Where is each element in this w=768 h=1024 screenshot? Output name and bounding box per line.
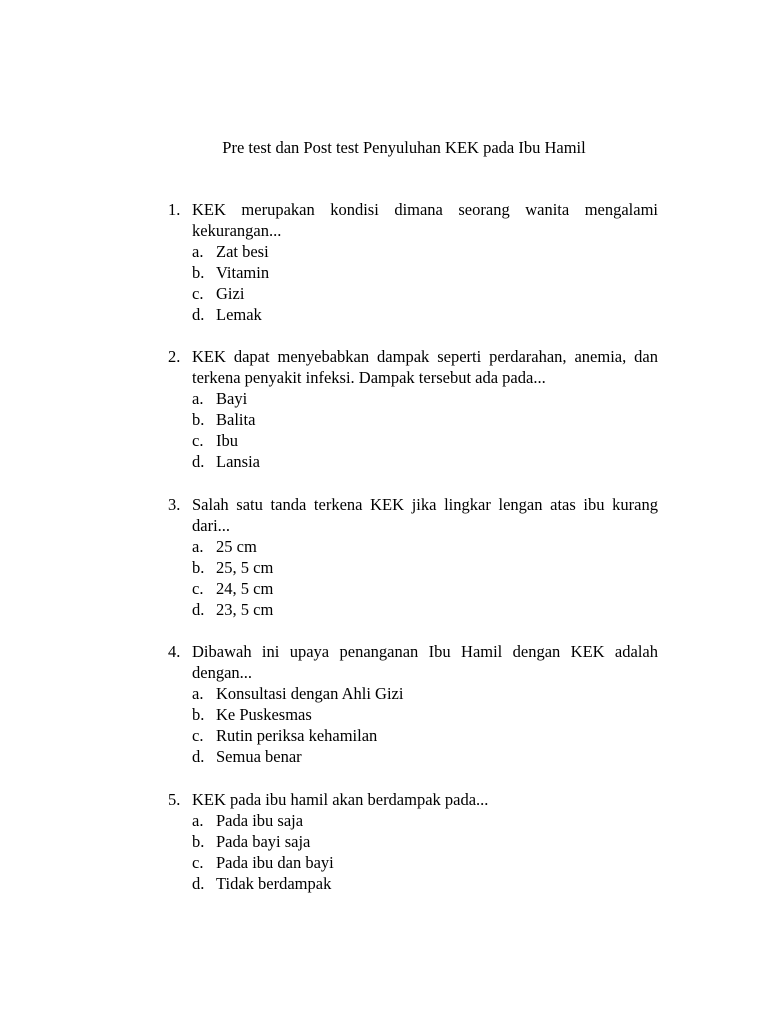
question-2 bbox=[168, 346, 658, 472]
question-number: 2. bbox=[168, 347, 181, 366]
answer-option bbox=[168, 304, 658, 325]
question-text: KEK merupakan kondisi dimana seorang wanita mengalami kekurangan... bbox=[192, 200, 658, 240]
answer-option bbox=[168, 810, 658, 831]
option-letter: a. bbox=[192, 242, 204, 261]
option-letter: a. bbox=[192, 537, 204, 556]
option-text: Lemak bbox=[216, 305, 262, 324]
answer-option bbox=[168, 430, 658, 451]
answer-option bbox=[168, 704, 658, 725]
option-letter: c. bbox=[192, 853, 204, 872]
option-text: Vitamin bbox=[216, 263, 270, 282]
question-1 bbox=[168, 199, 658, 325]
answer-option bbox=[168, 409, 658, 430]
option-letter: c. bbox=[192, 579, 204, 598]
option-letter: a. bbox=[192, 389, 204, 408]
option-text: Konsultasi dengan Ahli Gizi bbox=[216, 684, 404, 703]
option-text: Gizi bbox=[216, 284, 245, 303]
question-4 bbox=[168, 641, 658, 767]
option-letter: b. bbox=[192, 410, 205, 429]
option-letter: b. bbox=[192, 263, 205, 282]
question-number: 3. bbox=[168, 495, 181, 514]
question-stem bbox=[168, 641, 658, 683]
answer-option bbox=[168, 241, 658, 262]
question-number: 1. bbox=[168, 200, 181, 219]
option-letter: c. bbox=[192, 284, 204, 303]
option-text: Ke Puskesmas bbox=[216, 705, 312, 724]
option-letter: d. bbox=[192, 305, 205, 324]
option-text: Ibu bbox=[216, 431, 238, 450]
option-letter: d. bbox=[192, 874, 205, 893]
document-title: Pre test dan Post test Penyuluhan KEK pada Ibu Hamil bbox=[222, 138, 586, 157]
answer-option bbox=[168, 746, 658, 767]
question-text: Dibawah ini upaya penanganan Ibu Hamil dengan KEK adalah dengan... bbox=[192, 642, 658, 682]
question-stem bbox=[168, 494, 658, 536]
answer-option bbox=[168, 852, 658, 873]
answer-option bbox=[168, 578, 658, 599]
question-stem bbox=[168, 346, 658, 388]
option-letter: a. bbox=[192, 811, 204, 830]
option-text: Lansia bbox=[216, 452, 260, 471]
answer-option bbox=[168, 873, 658, 894]
option-text: 25 cm bbox=[216, 537, 257, 556]
option-letter: b. bbox=[192, 705, 205, 724]
option-text: Tidak berdampak bbox=[216, 874, 332, 893]
option-text: Balita bbox=[216, 410, 256, 429]
answer-option bbox=[168, 683, 658, 704]
option-letter: b. bbox=[192, 832, 205, 851]
question-5 bbox=[168, 789, 658, 894]
answer-option bbox=[168, 831, 658, 852]
option-text: Semua benar bbox=[216, 747, 302, 766]
answer-option bbox=[168, 262, 658, 283]
option-text: Bayi bbox=[216, 389, 248, 408]
question-text: KEK dapat menyebabkan dampak seperti perdarahan, anemia, dan terkena penyakit infeksi. Dampak tersebut ada pada... bbox=[192, 347, 658, 387]
question-number: 5. bbox=[168, 790, 181, 809]
option-text: Pada ibu saja bbox=[216, 811, 304, 830]
option-text: Pada bayi saja bbox=[216, 832, 311, 851]
answer-option bbox=[168, 725, 658, 746]
question-number: 4. bbox=[168, 642, 181, 661]
option-text: 23, 5 cm bbox=[216, 600, 274, 619]
option-text: Zat besi bbox=[216, 242, 269, 261]
option-text: 24, 5 cm bbox=[216, 579, 274, 598]
option-letter: c. bbox=[192, 726, 204, 745]
answer-option bbox=[168, 599, 658, 620]
option-letter: a. bbox=[192, 684, 204, 703]
answer-option bbox=[168, 283, 658, 304]
answer-option bbox=[168, 536, 658, 557]
question-3 bbox=[168, 494, 658, 620]
answer-option bbox=[168, 388, 658, 409]
option-letter: d. bbox=[192, 452, 205, 471]
option-letter: b. bbox=[192, 558, 205, 577]
answer-option bbox=[168, 557, 658, 578]
option-letter: d. bbox=[192, 600, 205, 619]
question-text: KEK pada ibu hamil akan berdampak pada... bbox=[192, 790, 489, 809]
question-text: Salah satu tanda terkena KEK jika lingkar lengan atas ibu kurang dari... bbox=[192, 495, 658, 535]
question-stem bbox=[168, 199, 658, 241]
option-letter: c. bbox=[192, 431, 204, 450]
option-text: Rutin periksa kehamilan bbox=[216, 726, 378, 745]
option-text: Pada ibu dan bayi bbox=[216, 853, 334, 872]
option-letter: d. bbox=[192, 747, 205, 766]
option-text: 25, 5 cm bbox=[216, 558, 274, 577]
question-stem bbox=[168, 789, 658, 810]
answer-option bbox=[168, 451, 658, 472]
